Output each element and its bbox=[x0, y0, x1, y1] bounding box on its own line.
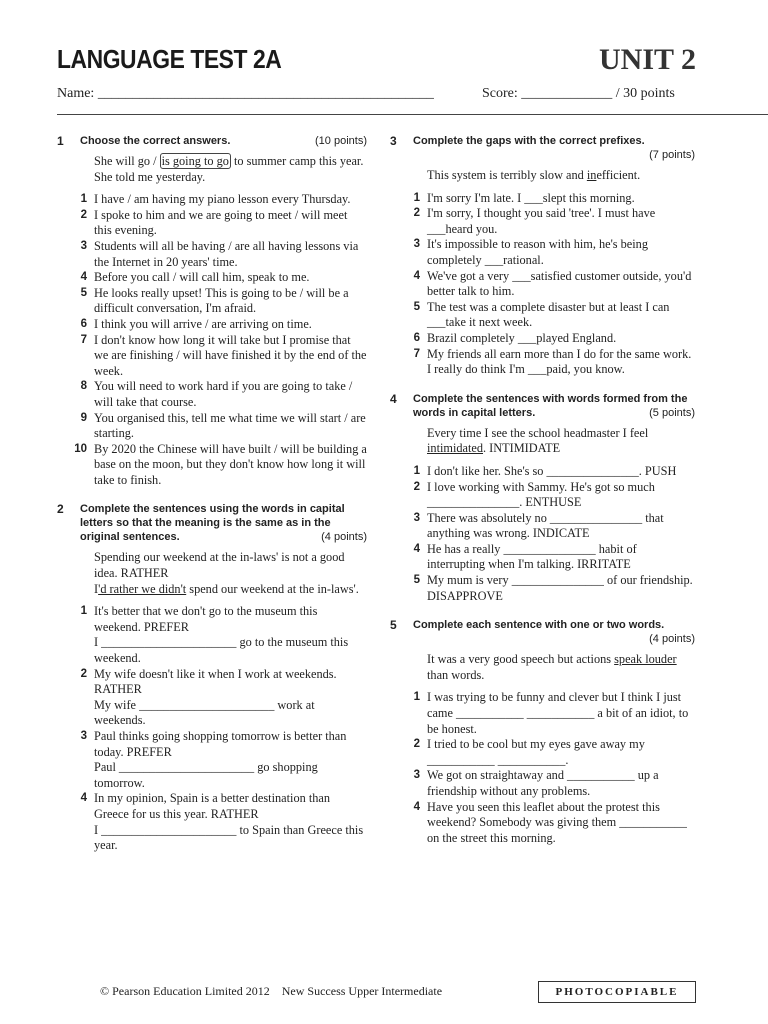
list-item bbox=[57, 333, 367, 380]
item-text: In my opinion, Spain is a better destination than Greece for us this year. RATHER bbox=[94, 791, 330, 821]
section-number: 2 bbox=[57, 502, 64, 517]
item-number: 1 bbox=[413, 691, 420, 704]
item-text: It's impossible to reason with him, he's being completely ___rational. bbox=[427, 237, 648, 267]
item-number: 1 bbox=[413, 464, 420, 477]
item-list bbox=[57, 604, 367, 854]
list-item bbox=[390, 347, 695, 378]
list-item bbox=[57, 208, 367, 239]
list-item bbox=[390, 737, 695, 768]
section-number: 5 bbox=[390, 618, 397, 633]
list-item bbox=[57, 379, 367, 410]
list-item bbox=[390, 542, 695, 573]
section-points: (4 points) bbox=[321, 531, 367, 544]
example: Every time I see the school headmaster I feel intimidated. INTIMIDATE bbox=[427, 425, 649, 456]
item-text: I love working with Sammy. He's got so much _______________. ENTHUSE bbox=[427, 479, 655, 510]
list-item bbox=[57, 239, 367, 270]
item-text: My mum is very _______________ of our friendship. DISAPPROVE bbox=[427, 573, 693, 603]
section-4 bbox=[390, 392, 695, 605]
item-text: I was trying to be funny and clever but I think I just came ___________ ___________ a bit of an idiot, to be honest. bbox=[427, 690, 689, 736]
item-number: 3 bbox=[413, 238, 420, 251]
item-number: 1 bbox=[80, 605, 87, 618]
section-points: (4 points) bbox=[649, 633, 695, 646]
item-number: 3 bbox=[413, 769, 420, 782]
item-number: 5 bbox=[413, 300, 420, 313]
example-answer: is going to go bbox=[161, 154, 229, 168]
item-text: My friends all earn more than I do for the same work. I really do think I'm ___paid, you know. bbox=[427, 346, 692, 377]
item-text: I think you will arrive / are arriving on time. bbox=[94, 316, 312, 331]
item-text: Students will all be having / are all having lessons via the Internet in 20 years' time. bbox=[94, 238, 359, 269]
item-number: 3 bbox=[80, 730, 87, 742]
example: This system is terribly slow and inefficient. bbox=[427, 168, 641, 182]
section-instruction: Choose the correct answers. (10 points) bbox=[80, 135, 367, 147]
copyright-footer: © Pearson Education Limited 2012 New Success Upper Intermediate bbox=[100, 984, 443, 998]
header-divider bbox=[57, 114, 768, 115]
right-column bbox=[390, 134, 695, 860]
list-item bbox=[390, 690, 695, 737]
example: She will go / is going to go to summer camp this year. She told me yesterday. bbox=[94, 154, 364, 184]
item-number: 6 bbox=[80, 317, 87, 330]
answer-line: I ______________________ to Spain than Greece this year. bbox=[94, 822, 364, 853]
item-number: 3 bbox=[80, 239, 87, 252]
section-instruction: Complete the sentences with words formed from the words in capital letters. (5 points) bbox=[413, 392, 695, 419]
item-text: You organised this, tell me what time we will start / are starting. bbox=[94, 410, 366, 441]
item-number: 4 bbox=[80, 271, 87, 284]
item-text: You will need to work hard if you are going to take / will take that course. bbox=[94, 379, 353, 409]
item-text: He looks really upset! This is going to be / will be a difficult conversation, I'm afraid. bbox=[94, 285, 349, 316]
list-item bbox=[390, 800, 695, 847]
item-text: There was absolutely no _______________ that anything was wrong. INDICATE bbox=[427, 510, 664, 541]
item-number: 2 bbox=[413, 738, 420, 751]
item-text: Paul thinks going shopping tomorrow is better than today. PREFER bbox=[94, 729, 347, 759]
item-text: My wife doesn't like it when I work at weekends. RATHER bbox=[94, 666, 337, 697]
item-text: I don't like her. She's so _______________. PUSH bbox=[427, 463, 677, 478]
section-points: (10 points) bbox=[315, 135, 367, 147]
list-item bbox=[390, 300, 695, 331]
list-item bbox=[390, 480, 695, 511]
example-answer: speak louder bbox=[614, 652, 677, 667]
item-text: I have / am having my piano lesson every Thursday. bbox=[94, 192, 351, 207]
section-2 bbox=[57, 502, 367, 853]
item-text: Brazil completely ___played England. bbox=[427, 330, 617, 345]
item-text: I'm sorry, I thought you said 'tree'. I must have ___heard you. bbox=[427, 206, 656, 236]
list-item bbox=[57, 270, 367, 286]
list-item bbox=[57, 791, 367, 853]
test-title: LANGUAGE TEST 2A bbox=[57, 44, 282, 74]
section-1 bbox=[57, 134, 367, 488]
list-item bbox=[390, 206, 695, 237]
item-text: Before you call / will call him, speak to me. bbox=[94, 270, 310, 285]
item-text: I tried to be cool but my eyes gave away my ___________ ___________. bbox=[427, 737, 645, 767]
section-number: 4 bbox=[390, 391, 397, 406]
section-number: 3 bbox=[390, 134, 397, 148]
item-text: The test was a complete disaster but at least I can ___take it next week. bbox=[427, 299, 670, 330]
item-text: Have you seen this leaflet about the protest this weekend? Somebody was giving them ___________ on the street this morning. bbox=[427, 799, 687, 845]
item-number: 5 bbox=[80, 286, 87, 299]
item-number: 4 bbox=[413, 542, 420, 555]
list-item bbox=[390, 464, 695, 480]
item-number: 1 bbox=[413, 191, 420, 204]
list-item bbox=[390, 573, 695, 604]
item-number: 7 bbox=[413, 347, 420, 360]
item-number: 8 bbox=[80, 380, 87, 393]
item-list bbox=[390, 690, 695, 846]
answer-line: Paul ______________________ go shopping tomorrow. bbox=[94, 760, 318, 790]
section-points: (7 points) bbox=[649, 149, 695, 161]
item-text: It's better that we don't go to the museum this weekend. PREFER bbox=[94, 604, 318, 634]
item-text: We've got a very ___satisfied customer outside, you'd better talk to him. bbox=[427, 268, 692, 299]
item-number: 2 bbox=[413, 480, 420, 493]
list-item bbox=[390, 511, 695, 542]
section-instruction: Complete the sentences using the words in capital letters so that the meaning is the same as in the original sentences. (4 points) bbox=[80, 503, 367, 544]
item-number: 2 bbox=[80, 208, 87, 221]
list-item bbox=[57, 411, 367, 442]
item-number: 1 bbox=[80, 193, 87, 206]
score-field: Score: _____________ / 30 points bbox=[482, 86, 675, 101]
item-number: 3 bbox=[413, 511, 420, 524]
unit-label: UNIT 2 bbox=[599, 43, 696, 76]
list-item bbox=[390, 269, 695, 300]
list-item bbox=[57, 317, 367, 333]
example-answer: in bbox=[586, 168, 597, 182]
list-item bbox=[57, 192, 367, 208]
item-number: 10 bbox=[74, 442, 87, 455]
section-number: 1 bbox=[57, 134, 64, 148]
list-item bbox=[57, 442, 367, 489]
item-number: 4 bbox=[413, 269, 420, 282]
list-item bbox=[390, 191, 695, 207]
item-number: 2 bbox=[413, 207, 420, 220]
item-text: He has a really _______________ habit of interrupting when I'm talking. IRRITATE bbox=[427, 541, 637, 572]
item-number: 4 bbox=[80, 792, 87, 805]
item-list bbox=[57, 192, 367, 488]
item-number: 5 bbox=[413, 574, 420, 587]
item-number: 7 bbox=[80, 333, 87, 346]
item-number: 4 bbox=[413, 800, 420, 813]
item-text: By 2020 the Chinese will have built / will be building a base on the moon, but they don't know how long it will take to finish. bbox=[94, 441, 367, 487]
section-points: (5 points) bbox=[649, 406, 695, 419]
section-instruction: Complete the gaps with the correct prefixes. (7 points) bbox=[413, 135, 695, 161]
list-item bbox=[390, 768, 695, 799]
list-item bbox=[57, 729, 367, 791]
list-item bbox=[57, 667, 367, 729]
list-item bbox=[57, 286, 367, 317]
list-item bbox=[390, 237, 695, 268]
example: It was a very good speech but actions speak louder than words. bbox=[427, 652, 677, 682]
answer-line: My wife ______________________ work at weekends. bbox=[94, 697, 315, 728]
section-instruction: Complete each sentence with one or two words. (4 points) bbox=[413, 619, 695, 646]
section-5 bbox=[390, 618, 695, 846]
item-text: I don't know how long it will take but I promise that we are finishing / will have finished it by the end of the week. bbox=[94, 332, 367, 378]
example-answer: 'd rather we didn't bbox=[98, 581, 187, 596]
section-3 bbox=[390, 134, 695, 378]
item-list bbox=[390, 464, 695, 604]
left-column bbox=[57, 134, 367, 868]
photocopiable-label: PHOTOCOPIABLE bbox=[538, 981, 696, 1003]
item-number: 6 bbox=[413, 331, 420, 344]
answer-line: I ______________________ go to the museum this weekend. bbox=[94, 635, 349, 666]
example: Spending our weekend at the in-laws' is not a good idea. RATHER I'd rather we didn't spend our weekend at the in-laws'. bbox=[94, 550, 359, 596]
item-list bbox=[390, 191, 695, 378]
name-field: Name: ________________________________________________ bbox=[57, 86, 434, 101]
item-text: I spoke to him and we are going to meet / will meet this evening. bbox=[94, 207, 348, 238]
list-item bbox=[57, 604, 367, 666]
item-text: We got on straightaway and ___________ up a friendship without any problems. bbox=[427, 768, 659, 798]
item-number: 9 bbox=[80, 411, 87, 424]
item-text: I'm sorry I'm late. I ___slept this morning. bbox=[427, 190, 635, 205]
list-item bbox=[390, 331, 695, 347]
item-number: 2 bbox=[80, 667, 87, 680]
example-answer: intimidated bbox=[427, 441, 484, 456]
